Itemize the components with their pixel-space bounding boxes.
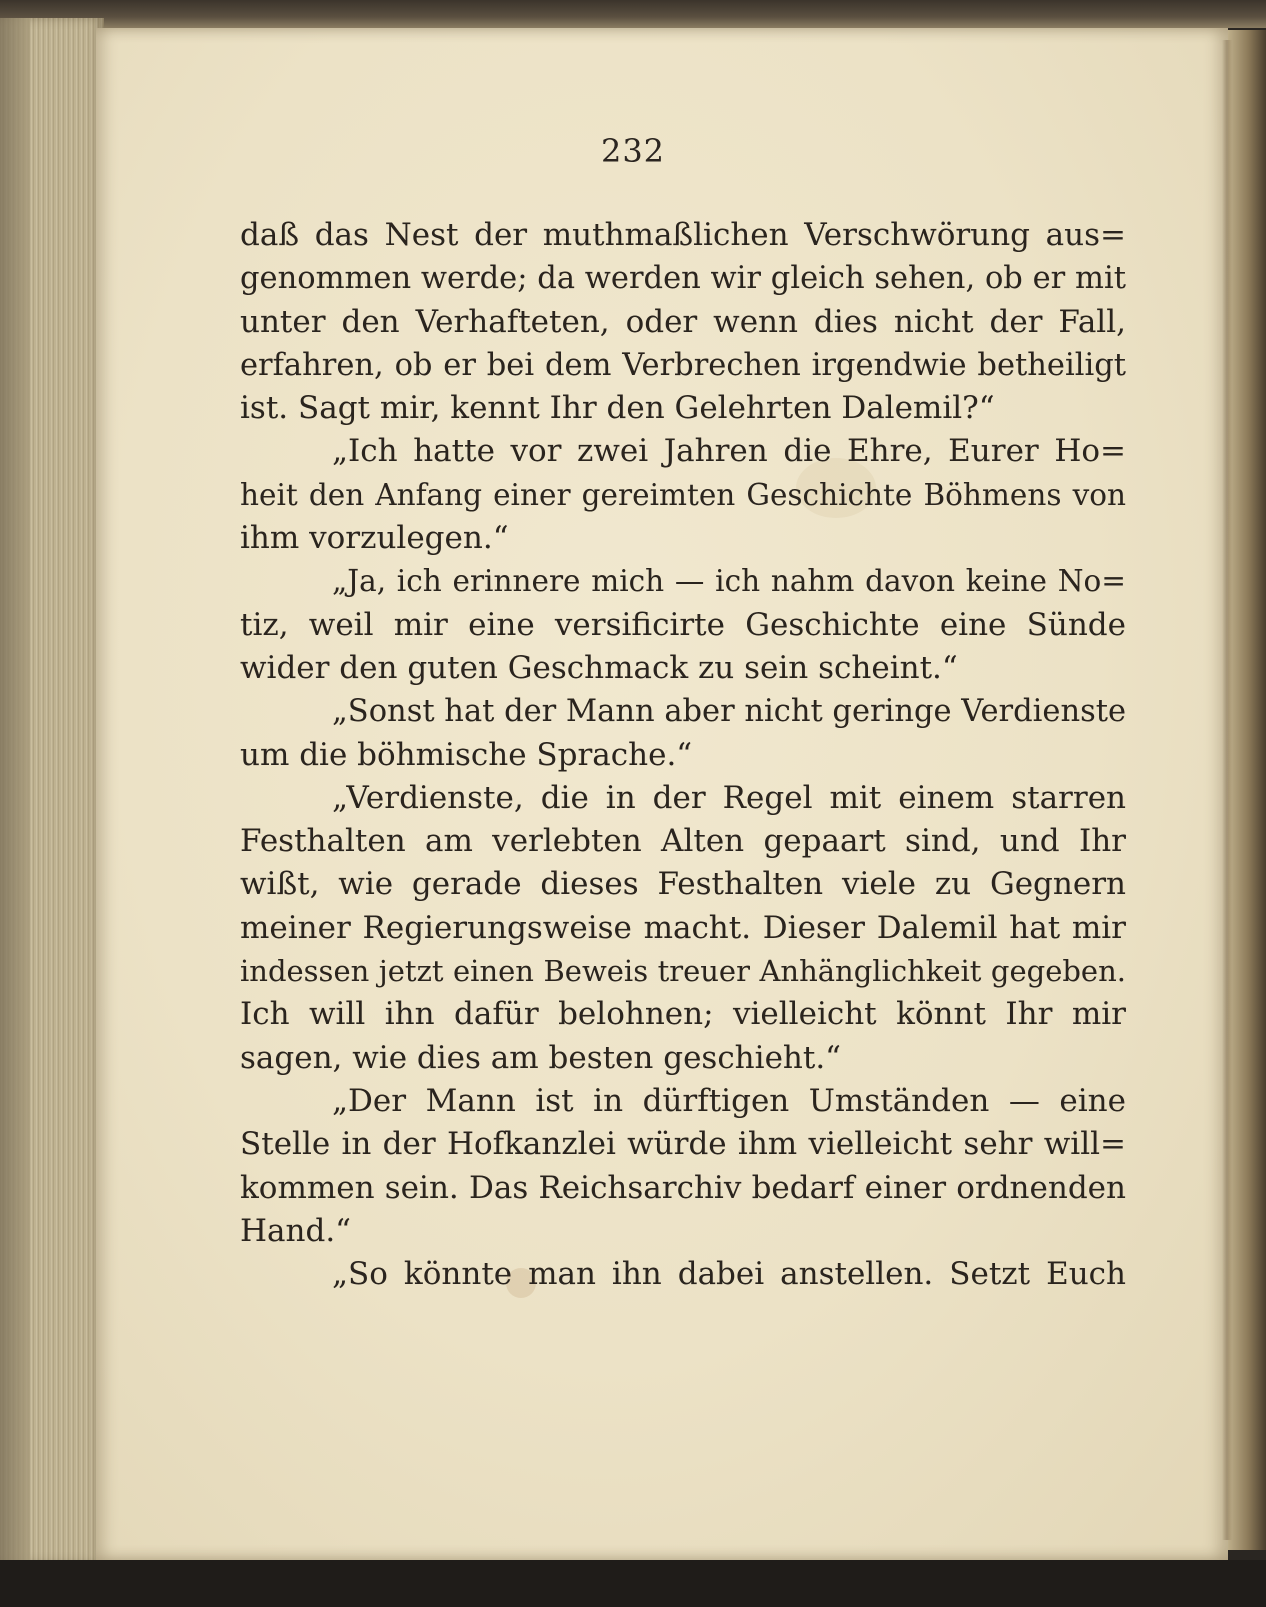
- text-line: Hand.“: [240, 1212, 352, 1249]
- left-cover-shadow: [0, 18, 30, 1563]
- text-line: Festhalten am verlebten Alten gepaart sind, und Ihr: [240, 823, 1126, 860]
- text-line: genommen werde; da werden wir gleich sehen, ob er mit: [240, 261, 1126, 297]
- text-line: indessen jetzt einen Beweis treuer Anhänglichkeit gegeben.: [240, 954, 1126, 989]
- text-line: um die böhmische Sprache.“: [240, 736, 693, 773]
- text-line: Ich will ihn dafür belohnen; vielleicht könnt Ihr mir: [240, 996, 1126, 1033]
- text-line: wider den guten Geschmack zu sein scheint.“: [240, 649, 958, 686]
- text-line: „Der Mann ist in dürftigen Umständen — eine: [332, 1082, 1126, 1119]
- text-line: meiner Regierungsweise macht. Dieser Dalemil hat mir: [240, 909, 1126, 946]
- text-line: „Ja, ich erinnere mich — ich nahm davon keine No=: [332, 564, 1126, 599]
- text-line: „Verdienste, die in der Regel mit einem starren: [332, 779, 1126, 816]
- text-line: „So könnte man ihn dabei anstellen. Setzt Euch: [332, 1256, 1126, 1293]
- text-line: „Ich hatte vor zwei Jahren die Ehre, Eurer Ho=: [332, 433, 1126, 470]
- text-line: ist. Sagt mir, kennt Ihr den Gelehrten Dalemil?“: [240, 390, 995, 427]
- text-line: heit den Anfang einer gereimten Geschichte Böhmens von: [240, 477, 1126, 512]
- page-gutter-fold: [1222, 40, 1232, 1540]
- top-binding-strip: [0, 0, 1266, 28]
- text-line: unter den Verhafteten, oder wenn dies nicht der Fall,: [240, 303, 1126, 340]
- bottom-shadow-band: [0, 1560, 1266, 1607]
- text-line: ihm vorzulegen.“: [240, 520, 509, 557]
- text-line: Stelle in der Hofkanzlei würde ihm vielleicht sehr will=: [240, 1126, 1126, 1163]
- text-line: daß das Nest der muthmaßlichen Verschwörung aus=: [240, 217, 1126, 253]
- text-line: sagen, wie dies am besten geschieht.“: [240, 1039, 842, 1076]
- body-text: [240, 214, 1126, 1296]
- page-number: 232: [600, 132, 666, 170]
- text-line: kommen sein. Das Reichsarchiv bedarf einer ordnenden: [240, 1169, 1126, 1206]
- text-line: „Sonst hat der Mann aber nicht geringe Verdienste: [332, 694, 1126, 730]
- text-line: tiz, weil mir eine versificirte Geschichte eine Sünde: [240, 606, 1126, 643]
- text-line: erfahren, ob er bei dem Verbrechen irgendwie betheiligt: [240, 347, 1126, 383]
- text-line: wißt, wie gerade dieses Festhalten viele zu Gegnern: [240, 866, 1126, 903]
